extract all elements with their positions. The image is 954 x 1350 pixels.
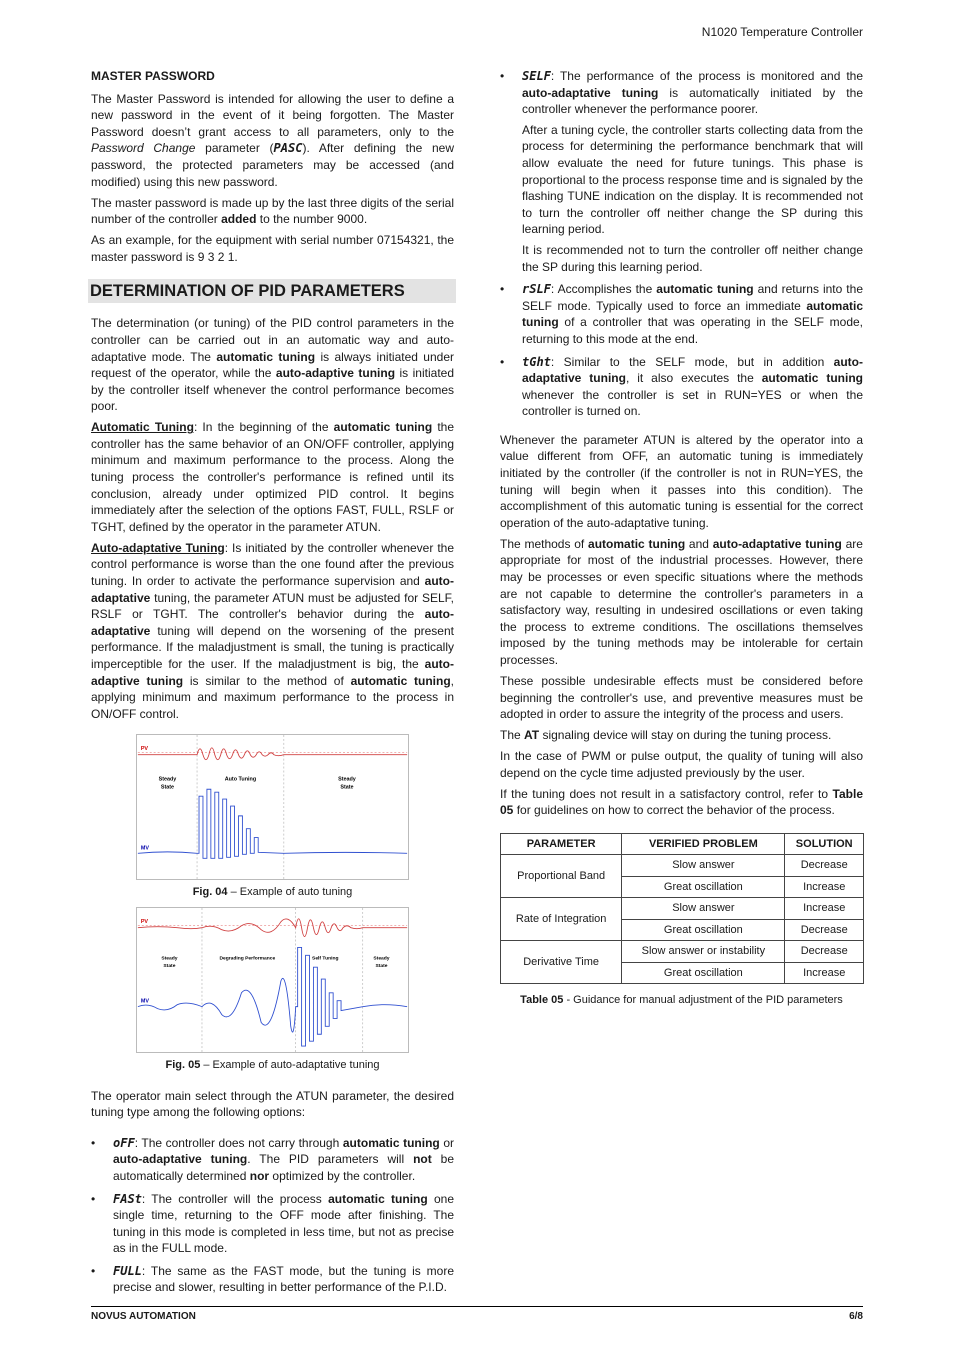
option-full: • FULL: The same as the FAST mode, but the tuning is more precise and slower, resulting in better performance of the P.I.D. xyxy=(91,1263,454,1296)
fig04-steady-label: Steady xyxy=(158,776,177,783)
footer-page-number: 6/8 xyxy=(849,1311,863,1322)
table-header: VERIFIED PROBLEM xyxy=(622,833,785,855)
page-header: N1020 Temperature Controller xyxy=(701,25,863,39)
fig05-self-tuning-label: Self Tuning xyxy=(312,956,339,962)
fig05-state2-label: State xyxy=(375,964,388,970)
pid-adjustment-table xyxy=(500,833,864,985)
option-self: • SELF: The performance of the process is monitored and the auto-adaptative tuning is automatically initiated by the controller whenever the performance poorer. After a tuning cycle, the controller starts collecting data from the process for determining the performance benchmark that will allow evaluate the need for future tunings. This phase is proportional to the process response time and is signaled by the flashing TUNE indication on the display. It is recommended not to turn the controller off neither change the SP during this learning period. It is recommended not to turn the controller off neither change the SP during this learning period. xyxy=(500,68,863,275)
option-tght: • tGht: Similar to the SELF mode, but in addition auto-adaptative tuning, it also executes the automatic tuning whenever the controller is set in RUN=YES or when the controller is turned on. xyxy=(500,354,863,420)
fig04-state2-label: State xyxy=(340,784,354,791)
fig05-state-label: State xyxy=(163,964,176,970)
fig05-steady-label: Steady xyxy=(161,956,178,962)
right-paragraph-5: In the case of PWM or pulse output, the quality of tuning will also depend on the cycle time adjusted previously by the user. xyxy=(500,749,863,780)
table-problem-cell: Great oscillation xyxy=(622,876,785,898)
table-solution-cell: Increase xyxy=(785,962,864,984)
fig05-mv-label: MV xyxy=(140,998,149,1005)
table-caption: Table 05 - Guidance for manual adjustment of the PID parameters xyxy=(520,994,843,1007)
fig04-center-label: Auto Tuning xyxy=(224,776,257,783)
atun-options-list-left xyxy=(91,1135,454,1296)
master-paragraph-3: As an example, for the equipment with serial number 07154321, the master password is 9 3 2 1. xyxy=(91,233,454,264)
pasc-code: PASC xyxy=(273,141,303,156)
table-header-row xyxy=(501,833,864,855)
table-problem-cell: Slow answer xyxy=(622,898,785,920)
master-paragraph-1: The Master Password is intended for allowing the user to define a new password in the event of it being forgotten. The Master Password doesn’t grant access to all parameters, only to the Password Change parameter (PASC). After defining the new password, the protected parameters may be accessed (and modified) using this new password. xyxy=(91,91,455,189)
atun-intro: The operator main select through the ATUN parameter, the desired tuning type among the following options: xyxy=(91,1088,454,1120)
table-header: SOLUTION xyxy=(785,833,864,855)
table-solution-cell: Decrease xyxy=(785,855,864,877)
master-paragraph-2: The master password is made up by the last three digits of the serial number of the controller added to the number 9000. xyxy=(91,195,454,227)
table-solution-cell: Increase xyxy=(785,898,864,920)
table-solution-cell: Decrease xyxy=(785,941,864,963)
table-row xyxy=(501,898,864,920)
fig04-caption: Fig. 04 – Example of auto tuning xyxy=(192,886,353,899)
fig04-auto-tuning-chart xyxy=(136,734,409,880)
option-rslf: • rSLF: Accomplishes the automatic tuning and returns into the SELF mode. Typically used to force an immediate automatic tuning of a controller that was operating in the SELF mode, returning to this mode at the end. xyxy=(500,281,863,347)
fig05-degrading-label: Degrading Performance xyxy=(219,956,276,962)
table-problem-cell: Great oscillation xyxy=(622,919,785,941)
table-row xyxy=(501,855,864,877)
table-solution-cell: Increase xyxy=(785,876,864,898)
pid-paragraph-auto-adaptative: Auto-adaptative Tuning: Is initiated by the controller whenever the control performance is worse than the one found after the previous tuning. In order to activate the performance supervision and auto-adaptative tuning, the parameter ATUN must be adjusted for SELF, RSLF or TGHT. The controller's behavior during the auto-adaptative tuning will depend on the worsening of the present performance. If the maladjustment is small, the tuning is practically imperceptible for the user. If the maladjustment is big, the auto-adaptive tuning is similar to the method of automatic tuning, applying minimum and maximum performance to the process in ON/OFF control. xyxy=(91,540,455,721)
fig05-auto-adaptative-chart xyxy=(136,907,409,1053)
fig05-pv-label: PV xyxy=(140,918,149,925)
table-header: PARAMETER xyxy=(501,833,622,855)
master-password-heading: MASTER PASSWORD xyxy=(91,69,215,83)
footer-divider xyxy=(91,1306,863,1307)
pid-paragraph-automatic: Automatic Tuning: In the beginning of the automatic tuning the controller has the same behavior of an ON/OFF controller, applying minimum and maximum performance to the process. Along the tuning process the controller's performance is refined until its conclusion, already under optimized PID control. It begins immediately after the selection of the options FAST, FULL, RSLF or TGHT, defined by the operator in the parameter ATUN. xyxy=(91,420,455,534)
fig04-mv-label: MV xyxy=(140,845,149,852)
table-param-cell: Derivative Time xyxy=(501,941,622,984)
fig04-state-label: State xyxy=(160,784,175,791)
right-paragraph-2: The methods of automatic tuning and auto-adaptative tuning are appropriate for most of the industrial processes. However, there may be processes or even specific situations where the methods are not capable to determine the controller's parameters in a satisfactory way, resulting in undesired oscillations or even taking the process to extreme conditions. The oscillations themselves imposed by the tuning methods may be intolerable for certain processes. xyxy=(500,536,863,667)
fig05-steady2-label: Steady xyxy=(373,956,390,962)
right-paragraph-6: If the tuning does not result in a satisfactory control, refer to Table 05 for guidelines on how to correct the behavior of the process. xyxy=(500,786,863,818)
right-paragraph-1: Whenever the parameter ATUN is altered by the operator into a value different from OFF, an automatic tuning is immediately initiated by the controller (if the controller is not in RUN=YES, the tuning will begin when it passes into this condition). The accomplishment of this automatic tuning is essential for the correct operation of the auto-adaptative tuning. xyxy=(500,432,863,530)
right-paragraph-4: The AT signaling device will stay on during the tuning process. xyxy=(500,728,832,743)
table-problem-cell: Great oscillation xyxy=(622,962,785,984)
table-row xyxy=(501,941,864,963)
fig04-pv-label: PV xyxy=(140,746,149,753)
right-column xyxy=(500,68,863,1009)
table-problem-cell: Slow answer xyxy=(622,855,785,877)
table-problem-cell: Slow answer or instability xyxy=(622,941,785,963)
option-fast: • FASt: The controller will the process automatic tuning one single time, returning to the OFF mode after finishing. The tuning in this mode is completed in less time, but not as precise as in the FULL mode. xyxy=(91,1191,454,1257)
table-solution-cell: Decrease xyxy=(785,919,864,941)
table-param-cell: Rate of Integration xyxy=(501,898,622,941)
atun-options-list-right xyxy=(500,68,863,420)
fig04-steady2-label: Steady xyxy=(338,776,356,783)
right-paragraph-3: These possible undesirable effects must be considered before beginning the controller's use, and preventive measures must be adopted in order to assure the integrity of the process and users. xyxy=(500,673,863,722)
footer-company: NOVUS AUTOMATION xyxy=(91,1311,196,1322)
option-off: • oFF: The controller does not carry through automatic tuning or auto-adaptative tuning. The PID parameters will not be automatically determined nor optimized by the controller. xyxy=(91,1135,454,1185)
table-param-cell: Proportional Band xyxy=(501,855,622,898)
fig05-caption: Fig. 05 – Example of auto-adaptative tuning xyxy=(165,1058,380,1071)
left-column xyxy=(91,68,454,1302)
pid-paragraph-1: The determination (or tuning) of the PID control parameters in the controller can be carried out in an automatic way and auto-adaptative mode. The automatic tuning is always initiated under request of the operator, while the auto-adaptive tuning is initiated by the controller itself whenever the control performance becomes poor. xyxy=(91,316,455,414)
pid-section-title: DETERMINATION OF PID PARAMETERS xyxy=(88,279,456,303)
